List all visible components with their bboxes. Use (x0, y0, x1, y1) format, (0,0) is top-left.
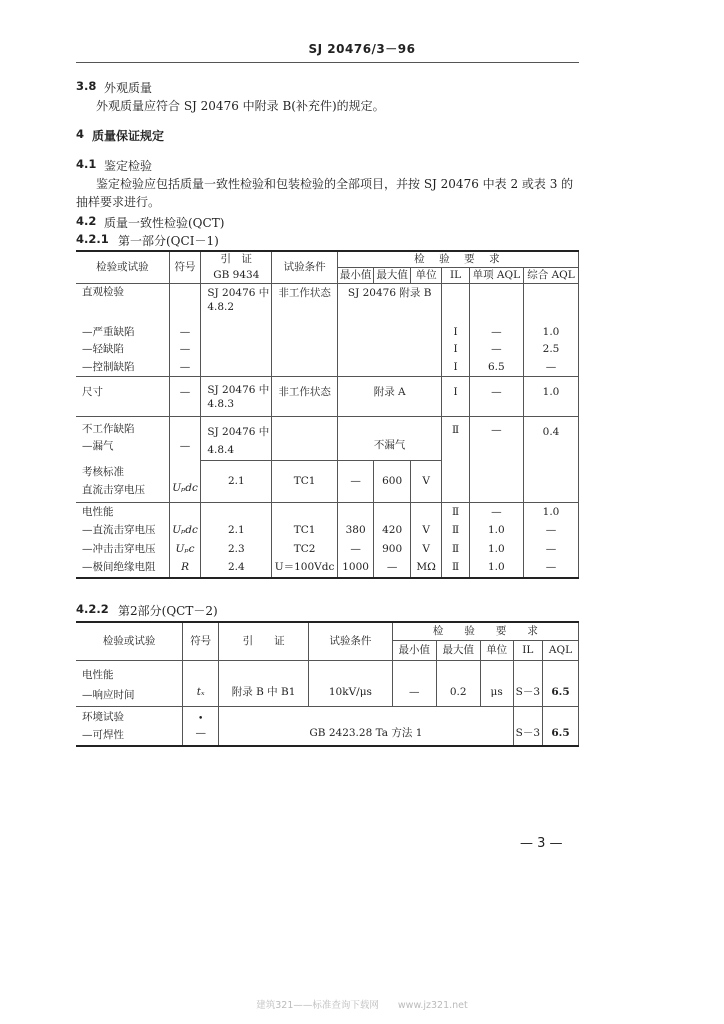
reference-text: SJ 20476 中 (207, 426, 270, 438)
header-item: 检验或试验 (76, 251, 169, 283)
header-item: 检验或试验 (76, 622, 183, 660)
test-condition: TC2 (272, 540, 338, 559)
header-requirements: 检 验 要 求 (337, 251, 578, 267)
symbol-cell: tₓ (183, 660, 219, 706)
header-reference: 引 证 (219, 622, 309, 660)
header-requirements: 检 验 要 求 (392, 622, 578, 640)
assessment-criteria: 考核标准 (82, 466, 124, 479)
header-condition: 试验条件 (309, 622, 393, 660)
il-cell: S－3 (513, 660, 542, 706)
electrical-performance: 电性能 (76, 503, 169, 521)
unit-value: V (410, 540, 442, 559)
test-condition: 非工作状态 (272, 283, 338, 377)
symbol-cell: — (195, 726, 206, 739)
dc-breakdown-voltage-label: 直流击穿电压 (82, 484, 145, 497)
header-max: 最大值 (436, 640, 480, 660)
reference-clause: 2.1 (201, 461, 272, 503)
section-4-2-1-number: 4.2.1 (76, 232, 109, 246)
il-cell: Ⅰ (453, 343, 458, 355)
test-condition: U＝100Vdc (272, 559, 338, 578)
min-value: — (337, 540, 374, 559)
symbol-cell: — (179, 360, 191, 373)
min-value: 1000 (337, 559, 374, 578)
il-cell: Ⅱ (442, 521, 469, 540)
test-condition: 10kV/μs (309, 660, 393, 706)
section-4-2-2-number: 4.2.2 (76, 602, 109, 616)
reference-clause: 4.8.2 (207, 300, 235, 313)
unit-value: V (410, 461, 442, 503)
composite-aql-cell: — (523, 521, 578, 540)
composite-aql-cell: 0.4 (523, 417, 578, 503)
max-value: 900 (374, 540, 411, 559)
minor-defect: —轻缺陷 (76, 341, 169, 359)
unit-value: V (410, 521, 442, 540)
composite-aql-cell: — (545, 360, 557, 373)
il-cell: Ⅰ (442, 377, 469, 417)
symbol-mark: • (198, 713, 204, 724)
composite-aql-cell: 2.5 (542, 343, 560, 355)
symbol-cell: Uₚc (169, 540, 201, 559)
il-cell: Ⅰ (453, 325, 458, 338)
document-code-header: SJ 20476/3－96 (308, 42, 416, 56)
test-condition: TC1 (272, 461, 338, 503)
severe-defect: —严重缺陷 (76, 323, 169, 341)
dimension-item: 尺寸 (76, 377, 169, 417)
single-aql-cell: 1.0 (469, 559, 523, 578)
electrical-performance: 电性能 (82, 669, 114, 681)
max-value: — (374, 559, 411, 578)
header-il: IL (442, 267, 469, 283)
il-cell: Ⅱ (442, 503, 469, 521)
header-symbol: 符号 (183, 622, 219, 660)
requirement-text: 不漏气 (337, 417, 442, 461)
section-4-1-number: 4.1 (76, 157, 97, 171)
composite-aql-cell: — (523, 559, 578, 578)
impulse-breakdown-voltage: —冲击击穿电压 (76, 540, 169, 559)
aql-cell: 6.5 (543, 660, 579, 706)
symbol-cell: — (179, 343, 191, 355)
test-condition: TC1 (272, 521, 338, 540)
header-il: IL (513, 640, 542, 660)
il-cell: Ⅱ (442, 540, 469, 559)
insulation-resistance: —极间绝缘电阻 (76, 559, 169, 578)
visual-inspection: 直观检验 (76, 283, 169, 300)
environmental-test: 环境试验 (82, 710, 124, 723)
il-cell: Ⅱ (442, 417, 469, 503)
single-aql-cell: 6.5 (488, 360, 505, 373)
header-unit: 单位 (480, 640, 513, 660)
non-working-defect: 不工作缺陷 (82, 423, 135, 435)
section-4-1-title: 鉴定检验 (104, 159, 153, 173)
symbol-cell: Uₚdc (169, 521, 201, 540)
min-value: 380 (337, 521, 374, 540)
composite-aql-cell: 1.0 (523, 503, 578, 521)
min-value: — (337, 461, 374, 503)
leakage-item: —漏气 (82, 440, 114, 452)
section-4-title: 质量保证规定 (92, 129, 165, 143)
reference-clause: 2.3 (201, 540, 272, 559)
watermark-footer: 建筑321——标准查询下载网 www.jz321.net (256, 1000, 468, 1011)
requirement-text: 附录 A (337, 377, 442, 417)
max-value: 0.2 (436, 660, 480, 706)
reference-text: SJ 20476 中 (207, 286, 270, 299)
response-time: —响应时间 (82, 689, 135, 701)
unit-value: MΩ (410, 559, 442, 578)
symbol-cell: Uₚdc (169, 461, 201, 503)
header-rule (76, 62, 579, 63)
header-min: 最小值 (337, 267, 374, 283)
header-condition: 试验条件 (272, 251, 338, 283)
solderability: —可焊性 (82, 728, 124, 741)
min-value: — (392, 660, 436, 706)
il-cell: S－3 (513, 706, 542, 746)
test-condition: 非工作状态 (272, 377, 338, 417)
reference-clause: 2.1 (201, 521, 272, 540)
section-4-2-number: 4.2 (76, 214, 97, 228)
single-aql-cell: 1.0 (469, 521, 523, 540)
section-3-8-number: 3.8 (76, 79, 97, 93)
section-4-2-2-title: 第2部分(QCT－2) (118, 604, 218, 618)
symbol-cell: — (169, 417, 201, 461)
section-4-1-body-line2: 抽样要求进行。 (76, 195, 161, 209)
reference-clause: 4.8.4 (207, 444, 235, 456)
qci-1-table (76, 250, 579, 579)
header-reference: 引 证 (201, 251, 272, 267)
composite-aql-cell: 1.0 (523, 377, 578, 417)
reference-clause: 附录 B 中 B1 (219, 660, 309, 706)
header-min: 最小值 (392, 640, 436, 660)
aql-cell: 6.5 (543, 706, 579, 746)
control-defect: —控制缺陷 (76, 358, 169, 376)
header-composite-aql: 综合 AQL (523, 267, 578, 283)
il-cell: Ⅰ (453, 360, 458, 373)
reference-text: SJ 20476 中 (207, 384, 270, 396)
header-max: 最大值 (374, 267, 411, 283)
single-aql-cell: — (491, 343, 502, 355)
symbol-cell: R (169, 559, 201, 578)
section-4-2-1-title: 第一部分(QCI－1) (118, 234, 219, 248)
section-4-2-title: 质量一致性检验(QCT) (104, 216, 225, 230)
section-4-number: 4 (76, 127, 85, 141)
single-aql-cell: — (491, 325, 502, 338)
section-3-8-body: 外观质量应符合 SJ 20476 中附录 B(补充件)的规定。 (96, 99, 385, 113)
max-value: 420 (374, 521, 411, 540)
qct-2-table (76, 621, 579, 747)
requirement-text: SJ 20476 附录 B (337, 283, 442, 377)
composite-aql-cell: — (523, 540, 578, 559)
unit-value: μs (480, 660, 513, 706)
symbol-cell: — (179, 325, 191, 338)
single-aql-cell: — (469, 417, 523, 503)
header-aql: AQL (543, 640, 579, 660)
single-aql-cell: 1.0 (469, 540, 523, 559)
il-cell: Ⅱ (442, 559, 469, 578)
section-3-8-title: 外观质量 (104, 81, 153, 95)
header-reference-standard: GB 9434 (201, 267, 272, 283)
dc-breakdown-voltage: —直流击穿电压 (76, 521, 169, 540)
single-aql-cell: — (469, 377, 523, 417)
symbol-cell: — (169, 377, 201, 417)
header-symbol: 符号 (169, 251, 201, 283)
max-value: 600 (374, 461, 411, 503)
composite-aql-cell: 1.0 (542, 325, 560, 338)
page-number: — 3 — (520, 836, 563, 851)
reference-clause: 2.4 (201, 559, 272, 578)
header-unit: 单位 (410, 267, 442, 283)
single-aql-cell: — (469, 503, 523, 521)
section-4-1-body-line1: 鉴定检验应包括质量一致性检验和包装检验的全部项目，并按 SJ 20476 中表 2 或表 3 的 (96, 177, 574, 191)
reference-clause: 4.8.3 (207, 398, 235, 411)
test-method: GB 2423.28 Ta 方法 1 (219, 706, 513, 746)
header-single-aql: 单项 AQL (469, 267, 523, 283)
